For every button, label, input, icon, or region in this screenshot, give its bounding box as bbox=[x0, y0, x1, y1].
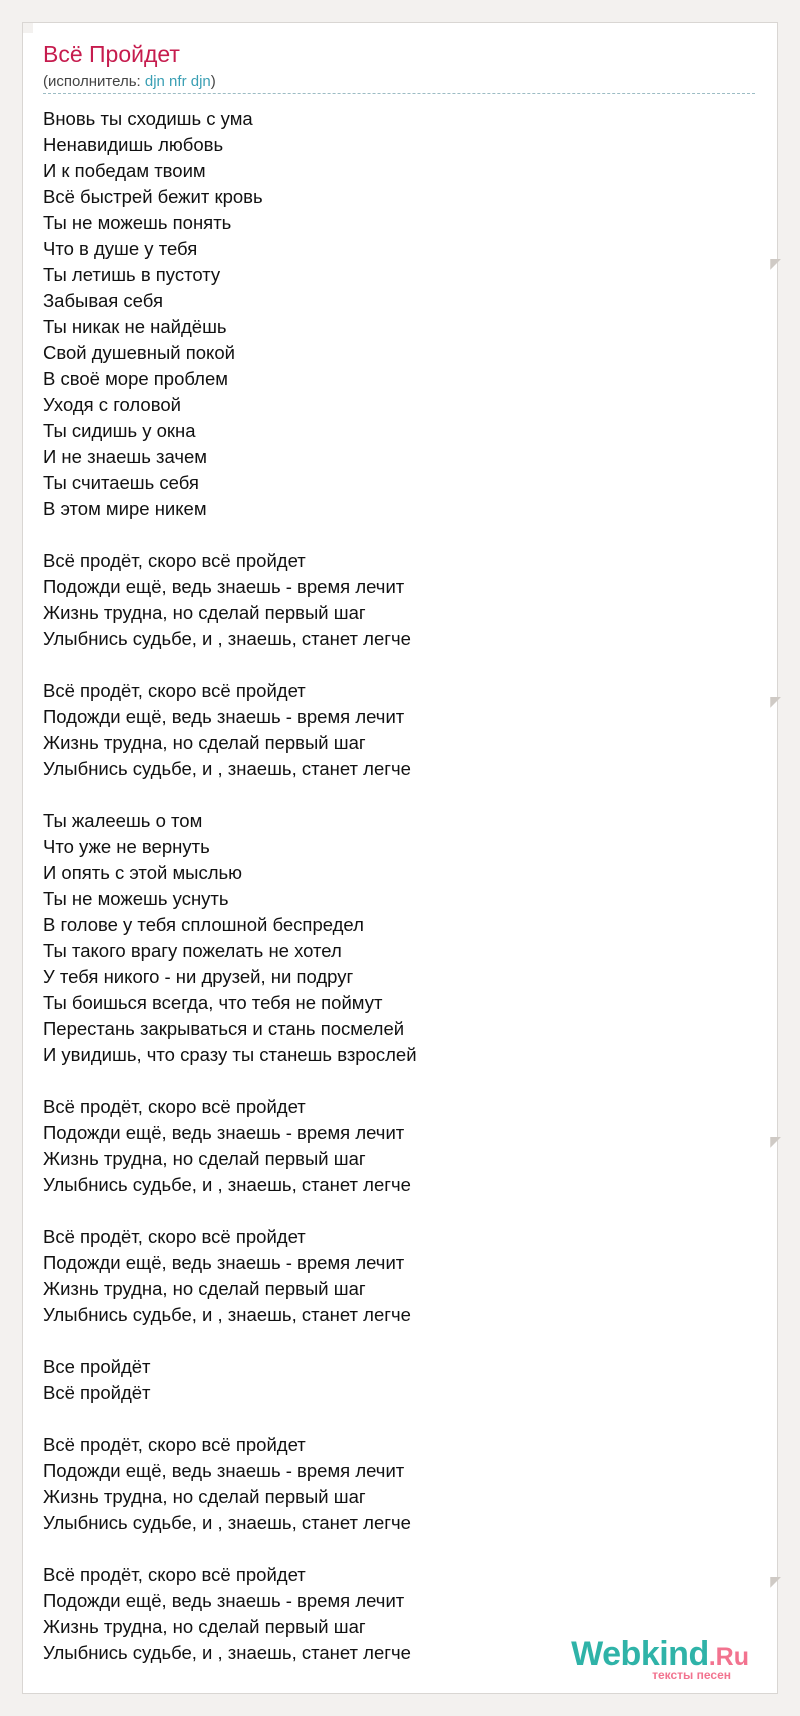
lyric-line: Свой душевный покой bbox=[43, 342, 235, 363]
lyric-line: Ты сидишь у окна bbox=[43, 420, 196, 441]
lyric-line: Улыбнись судьбе, и , знаешь, станет легче bbox=[43, 1642, 411, 1663]
lyric-line: Уходя с головой bbox=[43, 394, 181, 415]
corner-mark-icon: ◤ bbox=[770, 693, 781, 709]
lyric-line: Подожди ещё, ведь знаешь - время лечит bbox=[43, 706, 405, 727]
lyric-line: Ты никак не найдёшь bbox=[43, 316, 227, 337]
lyric-line: Жизнь трудна, но сделай первый шаг bbox=[43, 1148, 366, 1169]
lyric-line: Жизнь трудна, но сделай первый шаг bbox=[43, 732, 366, 753]
stanza-gap bbox=[43, 1198, 417, 1224]
title-divider bbox=[43, 93, 755, 94]
lyric-line: Всё продёт, скоро всё пройдет bbox=[43, 1564, 306, 1585]
artist-suffix: ) bbox=[210, 73, 216, 90]
stanza-gap bbox=[43, 1406, 417, 1432]
lyric-line: Что в душе у тебя bbox=[43, 238, 198, 259]
lyric-line: И к победам твоим bbox=[43, 160, 206, 181]
lyric-line: Ненавидишь любовь bbox=[43, 134, 224, 155]
artist-prefix: (исполнитель: bbox=[43, 73, 145, 90]
lyric-line: Всё продёт, скоро всё пройдет bbox=[43, 680, 306, 701]
lyric-line: И опять с этой мыслью bbox=[43, 862, 243, 883]
song-title: Всё Пройдет bbox=[43, 41, 180, 67]
stanza-gap bbox=[43, 1536, 417, 1562]
lyric-line: Забывая себя bbox=[43, 290, 163, 311]
stanza-gap bbox=[43, 522, 417, 548]
lyric-line: И увидишь, что сразу ты станешь взрослей bbox=[43, 1044, 417, 1065]
lyric-line: Улыбнись судьбе, и , знаешь, станет легче bbox=[43, 628, 411, 649]
lyric-line: Подожди ещё, ведь знаешь - время лечит bbox=[43, 1590, 405, 1611]
lyric-line: Всё продёт, скоро всё пройдет bbox=[43, 550, 306, 571]
lyric-line: Улыбнись судьбе, и , знаешь, станет легче bbox=[43, 1174, 411, 1195]
lyric-line: Всё продёт, скоро всё пройдет bbox=[43, 1096, 306, 1117]
lyric-line: В своё море проблем bbox=[43, 368, 228, 389]
lyric-line: Всё продёт, скоро всё пройдет bbox=[43, 1434, 306, 1455]
artist-line bbox=[43, 73, 216, 90]
lyrics-card bbox=[22, 22, 781, 1694]
lyric-line: Подожди ещё, ведь знаешь - время лечит bbox=[43, 1122, 405, 1143]
lyric-line: Ты летишь в пустоту bbox=[43, 264, 221, 285]
lyric-line: Жизнь трудна, но сделай первый шаг bbox=[43, 1486, 366, 1507]
lyric-line: Вновь ты сходишь с ума bbox=[43, 108, 253, 129]
lyric-line: Подожди ещё, ведь знаешь - время лечит bbox=[43, 1460, 405, 1481]
lyric-line: В голове у тебя сплошной беспредел bbox=[43, 914, 364, 935]
lyric-line: Ты жалеешь о том bbox=[43, 810, 203, 831]
stanza-gap bbox=[43, 782, 417, 808]
lyric-line: Улыбнись судьбе, и , знаешь, станет легче bbox=[43, 758, 411, 779]
lyric-line: Улыбнись судьбе, и , знаешь, станет легче bbox=[43, 1512, 411, 1533]
logo-tld: .Ru bbox=[708, 1643, 749, 1671]
lyric-line: У тебя никого - ни друзей, ни подруг bbox=[43, 966, 354, 987]
logo-wordmark: Webkind bbox=[571, 1635, 709, 1673]
lyric-line: Подожди ещё, ведь знаешь - время лечит bbox=[43, 576, 405, 597]
lyric-line: Ты не можешь уснуть bbox=[43, 888, 229, 909]
lyric-line: Все пройдёт bbox=[43, 1356, 151, 1377]
corner-mark-icon: ◤ bbox=[770, 1133, 781, 1149]
lyric-line: Ты считаешь себя bbox=[43, 472, 199, 493]
corner-mark-icon: ◤ bbox=[770, 1573, 781, 1589]
lyric-line: Всё пройдёт bbox=[43, 1382, 151, 1403]
lyric-line: Подожди ещё, ведь знаешь - время лечит bbox=[43, 1252, 405, 1273]
logo-tagline: тексты песен bbox=[652, 1668, 731, 1682]
lyric-line: Жизнь трудна, но сделай первый шаг bbox=[43, 1278, 366, 1299]
artist-link[interactable]: djn nfr djn bbox=[144, 73, 211, 90]
lyric-line: Ты боишься всегда, что тебя не поймут bbox=[43, 992, 383, 1013]
lyric-line: Улыбнись судьбе, и , знаешь, станет легче bbox=[43, 1304, 411, 1325]
stanza-gap bbox=[43, 652, 417, 678]
lyric-line: Ты такого врагу пожелать не хотел bbox=[43, 940, 342, 961]
stanza-gap bbox=[43, 1068, 417, 1094]
lyric-line: Всё быстрей бежит кровь bbox=[43, 186, 263, 207]
lyric-line: И не знаешь зачем bbox=[43, 446, 207, 467]
lyric-line: Всё продёт, скоро всё пройдет bbox=[43, 1226, 306, 1247]
corner-mark-icon: ◤ bbox=[770, 255, 781, 271]
lyric-line: Что уже не вернуть bbox=[43, 836, 210, 857]
lyric-line: В этом мире никем bbox=[43, 498, 207, 519]
site-logo[interactable] bbox=[571, 1637, 749, 1681]
lyric-line: Ты не можешь понять bbox=[43, 212, 232, 233]
lyric-line: Жизнь трудна, но сделай первый шаг bbox=[43, 1616, 366, 1637]
lyrics-text bbox=[43, 106, 417, 1666]
lyric-line: Жизнь трудна, но сделай первый шаг bbox=[43, 602, 366, 623]
stanza-gap bbox=[43, 1328, 417, 1354]
lyric-line: Перестань закрываться и стань посмелей bbox=[43, 1018, 405, 1039]
